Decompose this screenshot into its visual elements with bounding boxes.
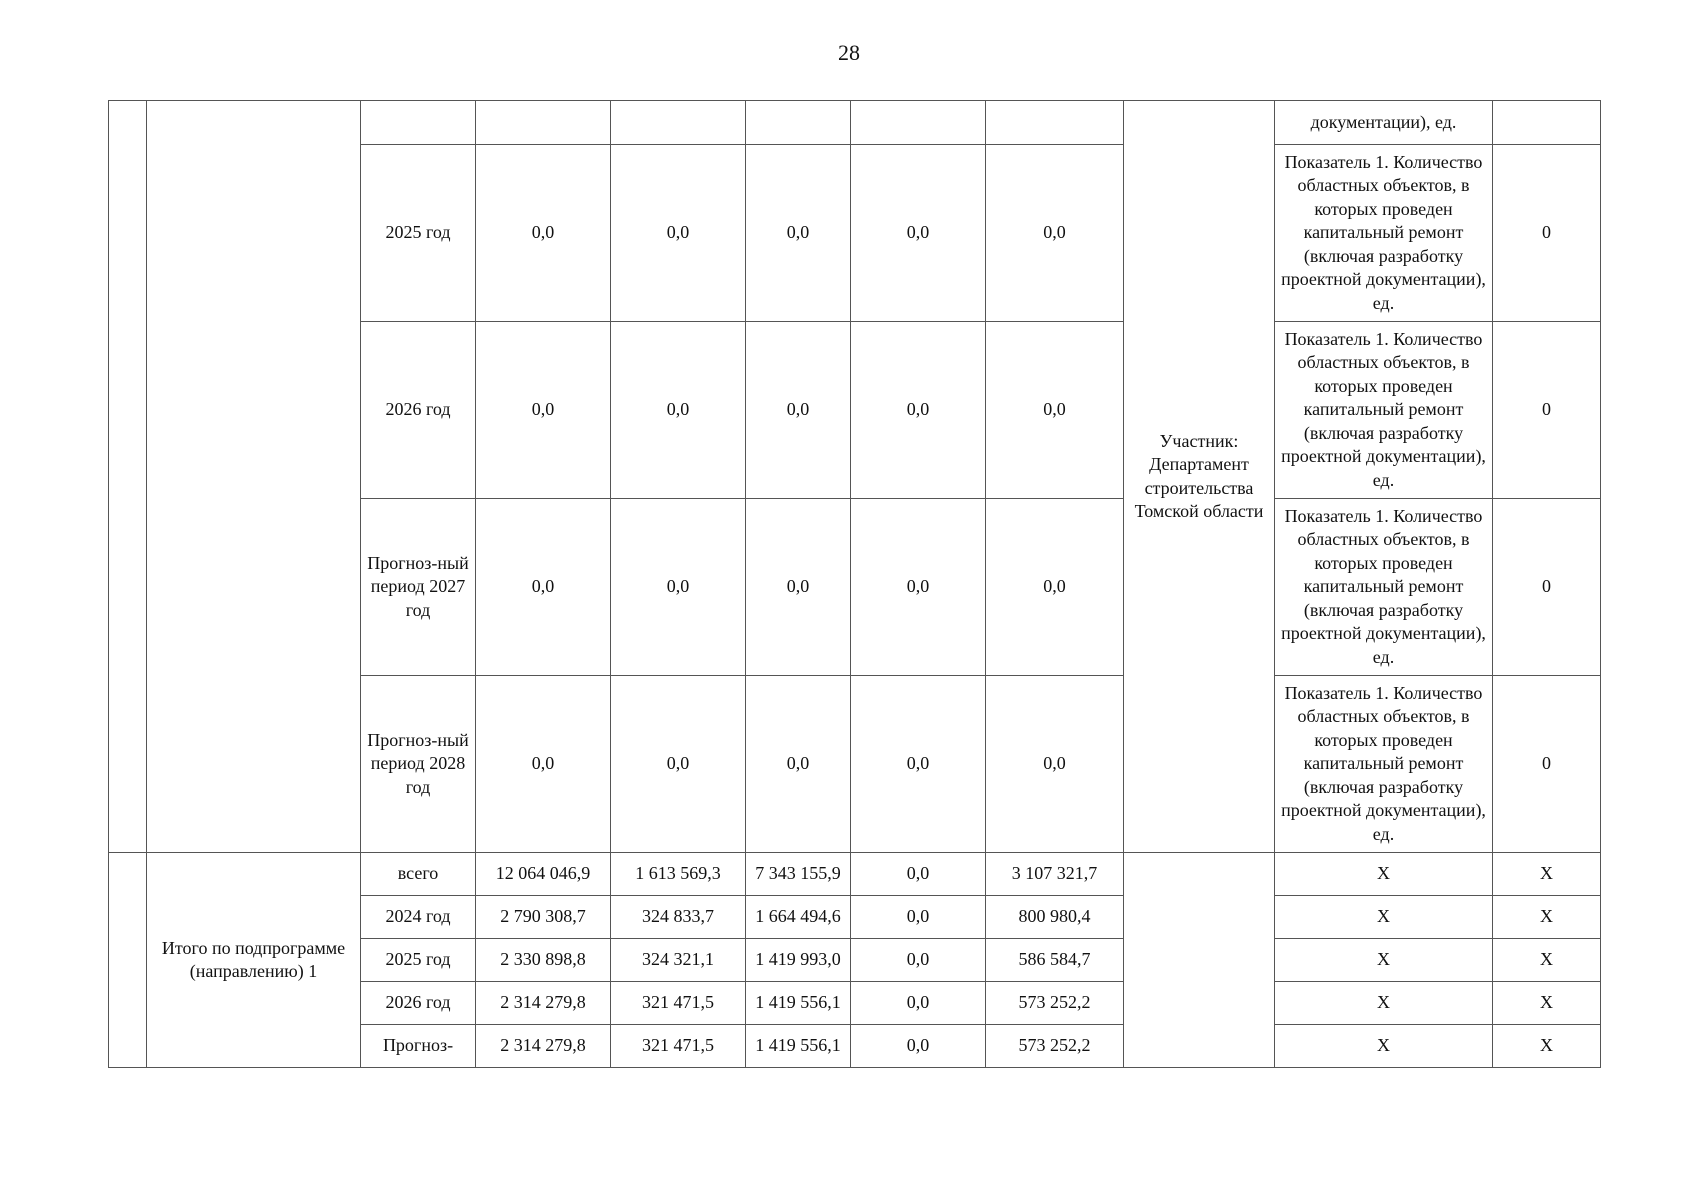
cell-value: 1 613 569,3 bbox=[611, 853, 746, 896]
cell-value bbox=[611, 101, 746, 145]
cell-value: 0,0 bbox=[746, 322, 851, 499]
cell-indicator-value: X bbox=[1493, 939, 1601, 982]
cell-indicator-value: 0 bbox=[1493, 322, 1601, 499]
cell-value: 0,0 bbox=[476, 322, 611, 499]
cell-indicator-value: X bbox=[1493, 982, 1601, 1025]
cell-period: Прогноз- bbox=[361, 1025, 476, 1068]
cell-indicator-value bbox=[1493, 101, 1601, 145]
cell-value: 0,0 bbox=[611, 322, 746, 499]
cell-value: 0,0 bbox=[851, 1025, 986, 1068]
cell-value: 0,0 bbox=[851, 145, 986, 322]
cell-value: 2 314 279,8 bbox=[476, 982, 611, 1025]
cell-period: Прогноз-ный период 2028 год bbox=[361, 676, 476, 853]
table-row bbox=[109, 853, 1601, 896]
cell-value: 7 343 155,9 bbox=[746, 853, 851, 896]
cell-value: 0,0 bbox=[851, 896, 986, 939]
cell-value: 573 252,2 bbox=[986, 1025, 1124, 1068]
cell-value: 0,0 bbox=[746, 499, 851, 676]
cell-value: 0,0 bbox=[476, 145, 611, 322]
cell-value: 573 252,2 bbox=[986, 982, 1124, 1025]
cell-indicator-value: X bbox=[1493, 1025, 1601, 1068]
cell-number bbox=[109, 853, 147, 1068]
table-row bbox=[109, 101, 1601, 145]
cell-number bbox=[109, 101, 147, 853]
cell-value: 0,0 bbox=[611, 145, 746, 322]
cell-value bbox=[476, 101, 611, 145]
cell-value: 0,0 bbox=[986, 322, 1124, 499]
cell-value: 0,0 bbox=[746, 676, 851, 853]
cell-indicator: Показатель 1. Количество областных объектов, в которых проведен капитальный ремонт (включая разработку проектной документации), ед. bbox=[1275, 676, 1493, 853]
cell-value bbox=[746, 101, 851, 145]
cell-indicator: X bbox=[1275, 896, 1493, 939]
cell-value: 0,0 bbox=[851, 853, 986, 896]
budget-table bbox=[108, 100, 1601, 1068]
cell-participant: Участник: Департамент строительства Томской области bbox=[1124, 101, 1275, 853]
cell-value: 0,0 bbox=[476, 676, 611, 853]
cell-value: 0,0 bbox=[611, 499, 746, 676]
cell-indicator: X bbox=[1275, 939, 1493, 982]
cell-indicator-value: 0 bbox=[1493, 676, 1601, 853]
cell-period: Прогноз-ный период 2027 год bbox=[361, 499, 476, 676]
cell-indicator: X bbox=[1275, 853, 1493, 896]
cell-name bbox=[147, 101, 361, 853]
cell-indicator-value: X bbox=[1493, 853, 1601, 896]
cell-value: 0,0 bbox=[986, 676, 1124, 853]
cell-value: 324 321,1 bbox=[611, 939, 746, 982]
cell-value: 0,0 bbox=[986, 145, 1124, 322]
cell-value: 0,0 bbox=[986, 499, 1124, 676]
total-label: Итого по подпрограмме (направлению) 1 bbox=[147, 853, 361, 1068]
cell-indicator-value: 0 bbox=[1493, 145, 1601, 322]
cell-value bbox=[986, 101, 1124, 145]
cell-value: 0,0 bbox=[851, 322, 986, 499]
cell-value: 586 584,7 bbox=[986, 939, 1124, 982]
cell-period: 2025 год bbox=[361, 939, 476, 982]
cell-value: 0,0 bbox=[746, 145, 851, 322]
cell-value: 800 980,4 bbox=[986, 896, 1124, 939]
cell-indicator: Показатель 1. Количество областных объектов, в которых проведен капитальный ремонт (включая разработку проектной документации), ед. bbox=[1275, 145, 1493, 322]
cell-indicator-value: 0 bbox=[1493, 499, 1601, 676]
cell-period bbox=[361, 101, 476, 145]
cell-value: 0,0 bbox=[611, 676, 746, 853]
page-number: 28 bbox=[838, 40, 860, 65]
cell-period: всего bbox=[361, 853, 476, 896]
cell-value: 0,0 bbox=[851, 982, 986, 1025]
cell-value: 2 330 898,8 bbox=[476, 939, 611, 982]
cell-period: 2026 год bbox=[361, 982, 476, 1025]
cell-indicator: Показатель 1. Количество областных объектов, в которых проведен капитальный ремонт (включая разработку проектной документации), ед. bbox=[1275, 322, 1493, 499]
cell-value: 2 790 308,7 bbox=[476, 896, 611, 939]
cell-period: 2026 год bbox=[361, 322, 476, 499]
cell-value: 0,0 bbox=[851, 499, 986, 676]
cell-value: 0,0 bbox=[851, 676, 986, 853]
cell-value: 1 664 494,6 bbox=[746, 896, 851, 939]
cell-indicator-value: X bbox=[1493, 896, 1601, 939]
cell-value bbox=[851, 101, 986, 145]
cell-value: 1 419 556,1 bbox=[746, 982, 851, 1025]
cell-value: 1 419 993,0 bbox=[746, 939, 851, 982]
cell-value: 321 471,5 bbox=[611, 982, 746, 1025]
cell-value: 12 064 046,9 bbox=[476, 853, 611, 896]
cell-value: 321 471,5 bbox=[611, 1025, 746, 1068]
cell-indicator: Показатель 1. Количество областных объектов, в которых проведен капитальный ремонт (включая разработку проектной документации), ед. bbox=[1275, 499, 1493, 676]
cell-value: 324 833,7 bbox=[611, 896, 746, 939]
cell-period: 2024 год bbox=[361, 896, 476, 939]
cell-value: 0,0 bbox=[851, 939, 986, 982]
cell-period: 2025 год bbox=[361, 145, 476, 322]
cell-value: 0,0 bbox=[476, 499, 611, 676]
cell-indicator: X bbox=[1275, 982, 1493, 1025]
cell-participant bbox=[1124, 853, 1275, 1068]
cell-value: 2 314 279,8 bbox=[476, 1025, 611, 1068]
cell-value: 3 107 321,7 bbox=[986, 853, 1124, 896]
cell-indicator: X bbox=[1275, 1025, 1493, 1068]
cell-value: 1 419 556,1 bbox=[746, 1025, 851, 1068]
cell-indicator: документации), ед. bbox=[1275, 101, 1493, 145]
